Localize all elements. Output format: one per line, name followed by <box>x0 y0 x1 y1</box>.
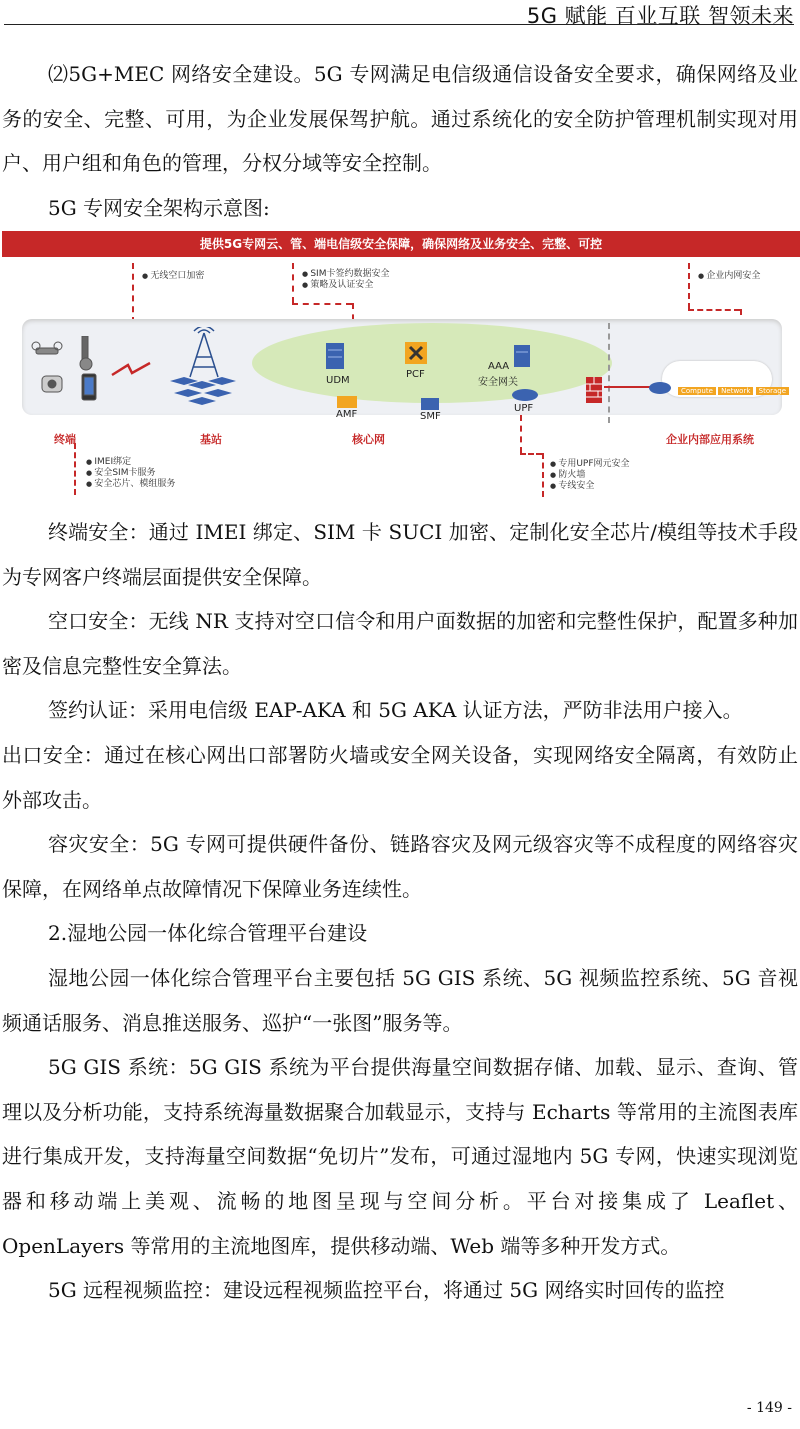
note-terminal: ● IMEI绑定 ● 安全SIM卡服务 ● 安全芯片、模组服务 <box>86 457 175 490</box>
pcf-label: PCF <box>406 369 425 380</box>
wireless-signal-icon <box>110 361 160 381</box>
leader-line <box>292 263 294 303</box>
paragraph: 2.湿地公园一体化综合管理平台建设 <box>48 921 368 946</box>
core-network-cloud <box>252 323 612 403</box>
note-upf: ● 专用UPF网元安全 ● 防火墙 ● 专线安全 <box>550 459 630 492</box>
section-terminal: 终端 <box>54 433 76 446</box>
leader-line <box>688 263 690 309</box>
top-text-block <box>2 52 798 230</box>
header-title: 5G 赋能 百业互联 智领未来 <box>526 4 794 28</box>
smf-label: SMF <box>420 411 441 422</box>
upf-label: UPF <box>514 403 534 414</box>
leader-line <box>688 309 740 311</box>
paragraph: ⑵5G+MEC 网络安全建设。5G 专网满足电信级通信设备安全要求，确保网络及业务的安全、完整、可用，为企业发展保驾护航。通过系统化的安全防护管理机制实现对用户、用户组和角色的管理，分权分域等安全控制。 <box>2 62 798 176</box>
leader-line <box>520 415 522 453</box>
leader-line <box>132 263 134 323</box>
leader-line <box>520 453 542 455</box>
enterprise-router-icon <box>648 379 672 397</box>
page-number: - 149 - <box>746 1400 792 1416</box>
aaa-label: AAA <box>488 361 510 372</box>
paragraph: 终端安全：通过 IMEI 绑定、SIM 卡 SUCI 加密、定制化安全芯片/模组等技术手段为专网客户终端层面提供安全保障。 <box>2 520 798 589</box>
amf-label: AMF <box>336 409 358 420</box>
udm-server-icon <box>324 341 348 371</box>
header-rule <box>4 24 538 25</box>
bottom-text-block <box>2 510 798 1313</box>
leader-line <box>74 443 76 495</box>
smf-icon <box>420 397 440 411</box>
paragraph: 空口安全：无线 NR 支持对空口信令和用户面数据的加密和完整性保护，配置多种加密及信息完整性安全算法。 <box>2 609 798 678</box>
enterprise-resources <box>678 386 789 397</box>
compute-box: Compute <box>678 387 716 395</box>
section-enterprise: 企业内部应用系统 <box>666 433 754 446</box>
paragraph: 出口安全：通过在核心网出口部署防火墙或安全网关设备，实现网络安全隔离，有效防止外部攻击。 <box>2 742 798 812</box>
note-air: ● 无线空口加密 <box>142 271 204 282</box>
terminal-devices-icon <box>30 336 110 408</box>
paragraph: 湿地公园一体化综合管理平台主要包括 5G GIS 系统、5G 视频监控系统、5G 音视频通话服务、消息推送服务、巡护“一张图”服务等。 <box>2 965 798 1035</box>
base-station-icon <box>164 327 244 407</box>
link-line <box>604 381 654 393</box>
firewall-icon <box>586 377 602 403</box>
network-box: Network <box>718 387 753 395</box>
section-core: 核心网 <box>352 433 385 446</box>
aaa-server-icon <box>512 343 532 369</box>
udm-label: UDM <box>326 375 350 386</box>
pcf-icon <box>404 341 428 365</box>
note-sim: ● SIM卡签约数据安全 ● 策略及认证安全 <box>302 269 389 291</box>
section-base-station: 基站 <box>200 433 222 446</box>
leader-line <box>292 303 352 305</box>
header-rule-right <box>538 24 794 25</box>
leader-line <box>542 453 544 497</box>
paragraph: 5G GIS 系统：5G GIS 系统为平台提供海量空间数据存储、加载、显示、查询、管理以及分析功能，支持系统海量数据聚合加载显示，支持与 Echarts 等常用的主流图表库进行集成开发，支持海量空间数据“免切片”发布，可通过湿地内 5G 专网，快速实现浏览器和移动端上美观、流畅的地图呈现与空间分析。平台对接集成了 Leaflet、OpenLayers 等常用的主流地图库，提供移动端、Web 端等多种开发方式。 <box>2 1055 798 1258</box>
divider <box>608 323 610 423</box>
security-architecture-diagram <box>2 231 800 503</box>
storage-box: Storage <box>756 387 789 395</box>
security-gateway-label: 安全网关 <box>478 377 518 388</box>
amf-icon <box>336 395 358 409</box>
diagram-banner: 提供5G专网云、管、端电信级安全保障，确保网络及业务安全、完整、可控 <box>2 231 800 257</box>
figure-caption: 5G 专网安全架构示意图: <box>48 195 270 220</box>
upf-router-icon <box>510 387 540 403</box>
paragraph: 容灾安全：5G 专网可提供硬件备份、链路容灾及网元级容灾等不成程度的网络容灾保障，在网络单点故障情况下保障业务连续性。 <box>2 832 798 901</box>
paragraph: 签约认证：采用电信级 EAP-AKA 和 5G AKA 认证方法，严防非法用户接入。 <box>48 698 743 723</box>
note-enterprise: ● 企业内网安全 <box>698 271 760 282</box>
paragraph: 5G 远程视频监控：建设远程视频监控平台，将通过 5G 网络实时回传的监控 <box>48 1278 725 1303</box>
